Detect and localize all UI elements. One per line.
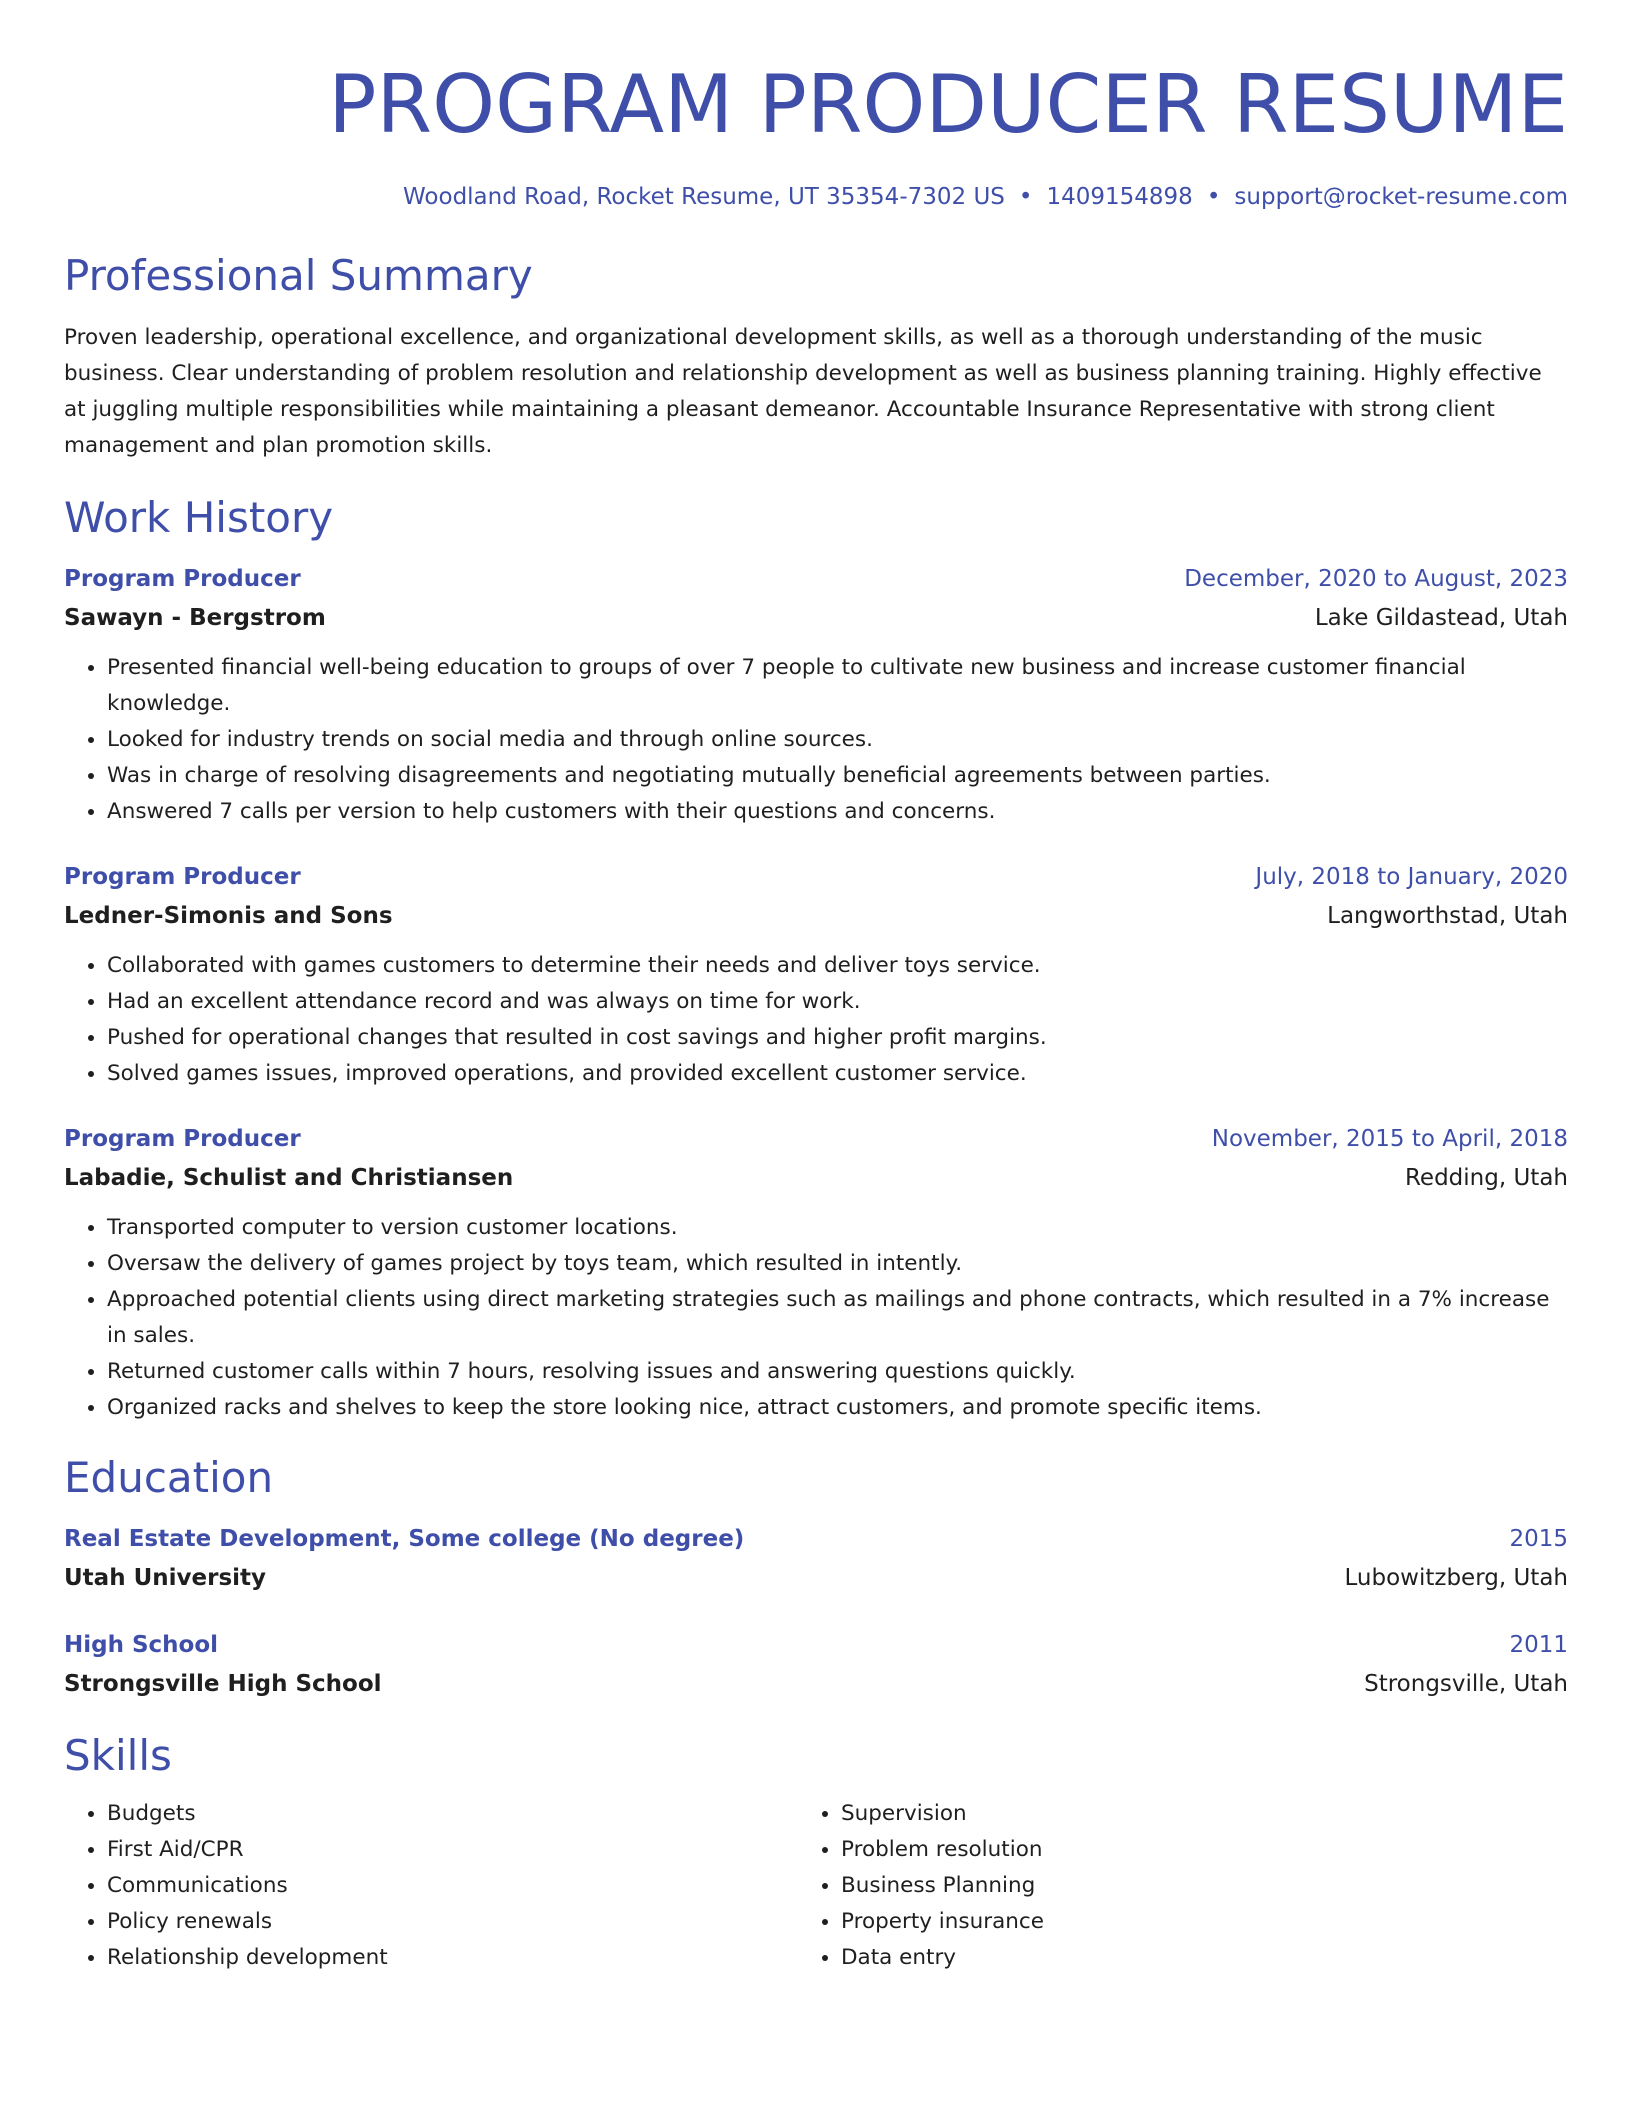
skills-list-left xyxy=(64,1796,798,1976)
job-bullets xyxy=(64,948,1568,1092)
job-entry xyxy=(64,1120,1568,1426)
skill-item: • Data entry xyxy=(841,1940,1532,1976)
job-bullet: • Had an excellent attendance record and was always on time for work. xyxy=(107,984,1568,1020)
section-title-education: Education xyxy=(64,1453,274,1502)
resume-name: PROGRAM PRODUCER RESUME xyxy=(328,58,1568,151)
job-company: Labadie, Schulist and Christiansen xyxy=(64,1165,514,1191)
summary-text: Proven leadership, operational excellence, and organizational development skills, as well as a thorough understanding of the music business. Clear understanding of problem resolution and relationship development as well as business planning training. Highly effective at juggling multiple responsibilities while maintaining a pleasant demeanor. Accountable Insurance Representative with strong client management and plan promotion skills. xyxy=(64,325,1542,458)
job-entry xyxy=(64,560,1568,830)
job-bullet: • Pushed for operational changes that resulted in cost savings and higher profit margins. xyxy=(107,1020,1568,1056)
education-location: Strongsville, Utah xyxy=(1364,1671,1568,1697)
job-bullets xyxy=(64,650,1568,830)
skill-item: • Business Planning xyxy=(841,1868,1532,1904)
education-school: Utah University xyxy=(64,1565,267,1591)
section-title-summary: Professional Summary xyxy=(64,251,533,300)
skill-item: • Problem resolution xyxy=(841,1832,1532,1868)
job-bullet: • Answered 7 calls per version to help customers with their questions and concerns. xyxy=(107,794,1568,830)
skill-item: • First Aid/CPR xyxy=(107,1832,798,1868)
contact-email: support@rocket-resume.com xyxy=(1234,184,1568,210)
job-title: Program Producer xyxy=(64,864,301,890)
contact-line xyxy=(64,180,1568,214)
job-dates: July, 2018 to January, 2020 xyxy=(1255,864,1568,890)
job-bullet: • Organized racks and shelves to keep the store looking nice, attract customers, and promote specific items. xyxy=(107,1390,1568,1426)
job-bullet: • Presented financial well-being education to groups of over 7 people to cultivate new business and increase customer financial knowledge. xyxy=(107,650,1568,722)
job-company: Ledner-Simonis and Sons xyxy=(64,903,393,929)
education-entry xyxy=(64,1626,1568,1704)
job-bullet: • Was in charge of resolving disagreements and negotiating mutually beneficial agreements between parties. xyxy=(107,758,1568,794)
skills-grid xyxy=(64,1796,1568,1976)
education-degree: Real Estate Development, Some college (No degree) xyxy=(64,1526,745,1552)
education-school: Strongsville High School xyxy=(64,1671,382,1697)
section-title-skills: Skills xyxy=(64,1731,172,1780)
contact-address: Woodland Road, Rocket Resume, UT 35354-7302 US xyxy=(403,184,1005,210)
education-location: Lubowitzberg, Utah xyxy=(1344,1565,1568,1591)
job-bullet: • Looked for industry trends on social media and through online sources. xyxy=(107,722,1568,758)
job-entry xyxy=(64,858,1568,1092)
resume-header xyxy=(64,50,1568,214)
job-bullet: • Returned customer calls within 7 hours, resolving issues and answering questions quickly. xyxy=(107,1354,1568,1390)
skill-item: • Budgets xyxy=(107,1796,798,1832)
job-bullet: • Approached potential clients using direct marketing strategies such as mailings and phone contracts, which resulted in a 7% increase in sales. xyxy=(107,1282,1568,1354)
contact-separator: • xyxy=(1018,184,1033,210)
section-title-work-history: Work History xyxy=(64,493,334,542)
job-company: Sawayn - Bergstrom xyxy=(64,605,326,631)
job-location: Lake Gildastead, Utah xyxy=(1314,605,1568,631)
contact-phone: 1409154898 xyxy=(1046,184,1193,210)
job-dates: November, 2015 to April, 2018 xyxy=(1211,1126,1568,1152)
job-location: Redding, Utah xyxy=(1404,1165,1568,1191)
skills-list-right xyxy=(798,1796,1532,1976)
job-title: Program Producer xyxy=(64,566,301,592)
job-location: Langworthstad, Utah xyxy=(1327,903,1568,929)
job-bullet: • Collaborated with games customers to determine their needs and deliver toys service. xyxy=(107,948,1568,984)
skill-item: • Supervision xyxy=(841,1796,1532,1832)
skill-item: • Property insurance xyxy=(841,1904,1532,1940)
contact-separator: • xyxy=(1206,184,1221,210)
job-bullet: • Transported computer to version customer locations. xyxy=(107,1210,1568,1246)
skill-item: • Policy renewals xyxy=(107,1904,798,1940)
skill-item: • Communications xyxy=(107,1868,798,1904)
education-year: 2015 xyxy=(1509,1526,1568,1552)
skill-item: • Relationship development xyxy=(107,1940,798,1976)
education-year: 2011 xyxy=(1509,1632,1568,1658)
job-bullet: • Solved games issues, improved operations, and provided excellent customer service. xyxy=(107,1056,1568,1092)
education-entry xyxy=(64,1520,1568,1598)
job-dates: December, 2020 to August, 2023 xyxy=(1184,566,1568,592)
education-degree: High School xyxy=(64,1632,219,1658)
job-title: Program Producer xyxy=(64,1126,301,1152)
job-bullet: • Oversaw the delivery of games project by toys team, which resulted in intently. xyxy=(107,1246,1568,1282)
job-bullets xyxy=(64,1210,1568,1426)
